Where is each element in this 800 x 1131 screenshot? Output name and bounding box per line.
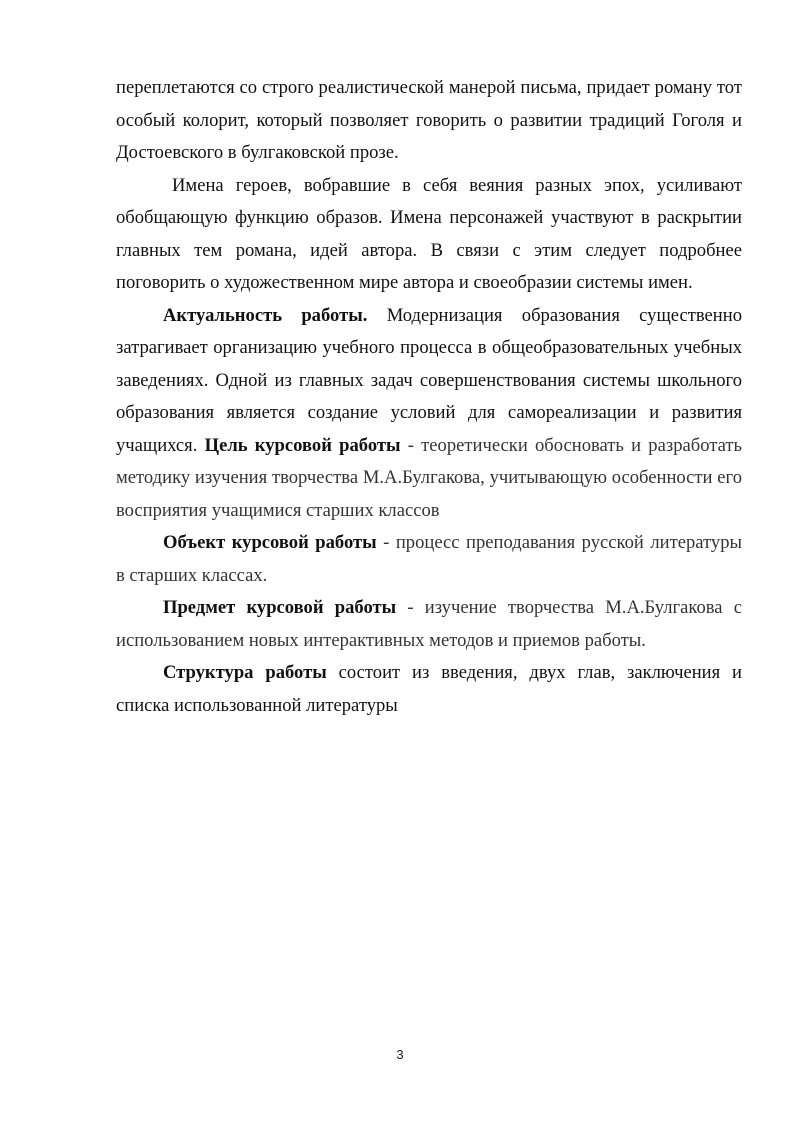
paragraph-relevance <box>116 300 742 528</box>
subject-heading: Предмет курсовой работы <box>163 597 397 618</box>
paragraph-structure <box>116 657 742 722</box>
relevance-text: Модернизация образования существенно затрагивает организацию учебного процесса в общеобразовательных учебных заведениях. Одной из главных задач совершенствования системы школьного образования является создание условий для самореализации и развития учащихся. <box>116 304 743 456</box>
body-text <box>116 72 742 722</box>
object-heading: Объект курсовой работы <box>163 532 377 553</box>
goal-heading: Цель курсовой работы <box>204 434 401 456</box>
paragraph-subject <box>116 592 742 657</box>
structure-heading: Структура работы <box>163 662 327 683</box>
relevance-heading: Актуальность работы. <box>163 304 368 326</box>
paragraph-intro: переплетаются со строго реалистической манерой письма, придает роману тот особый колорит, который позволяет говорить о развитии традиций Гоголя и Достоевского в булгаковской прозе. <box>116 77 742 163</box>
object-text: - процесс преподавания русской литературы в старших классах. <box>116 532 742 586</box>
structure-text: состоит из введения, двух глав, заключения и списка использованной литературы <box>116 662 742 716</box>
subject-text: - изучение творчества М.А.Булгакова с использованием новых интерактивных методов и приемов работы. <box>116 597 742 651</box>
goal-text: - теоретически обосновать и разработать методику изучения творчества М.А.Булгакова, учитывающую особенности его восприятия учащимися старших классов <box>116 434 742 521</box>
page-number: 3 <box>396 1047 404 1062</box>
paragraph-names: Имена героев, вобравшие в себя веяния разных эпох, усиливают обобщающую функцию образов. Имена персонажей участвуют в раскрытии главных тем романа, идей автора. В связи с этим следует подробнее поговорить о художественном мире автора и своеобразии системы имен. <box>116 174 742 293</box>
paragraph-object <box>116 527 742 592</box>
